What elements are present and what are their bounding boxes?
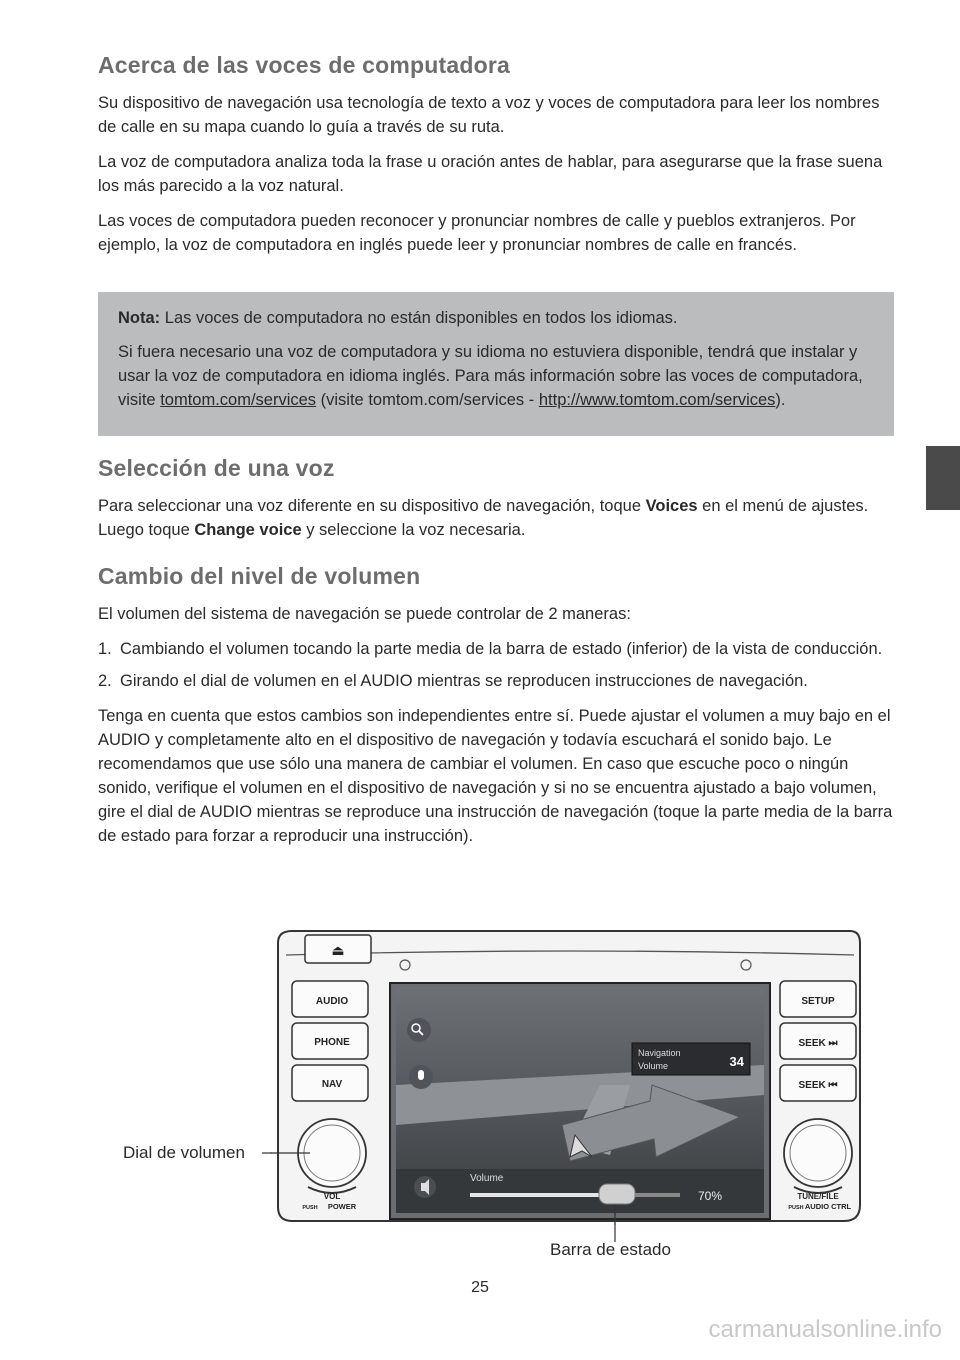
voz-text-c: y seleccione la voz necesaria. <box>301 521 526 539</box>
paragraph-volumen-body: Tenga en cuenta que estos cambios son independientes entre sí. Puede ajustar el volumen a muy bajo en el AUDIO y completamente alto en el dispositivo de navegación y todavía escuchará el sonido bajo. Le recomendamos que use sólo una manera de cambiar el volumen. En caso que escuche poco o ningún sonido, verifique el volumen en el dispositivo de navegación y si no se encuentra ajustado a bajo volumen, gire el dial de AUDIO mientras se reproduce una instrucción de navegación (toque la parte media de la barra de estado para forzar a reproducir una instrucción). <box>98 707 893 845</box>
list-item: 2. Girando el dial de volumen en el AUDIO mientras se reproducen instrucciones de navegación. <box>98 672 808 690</box>
section-title-voces: Acerca de las voces de computadora <box>98 52 511 78</box>
push-label-left: PUSH <box>302 1205 318 1211</box>
note-line-1 <box>118 306 872 330</box>
dial-callout-label: Dial de volumen <box>123 1143 245 1162</box>
head-unit-illustration <box>270 925 870 1225</box>
note-line-2 <box>118 340 872 412</box>
tune-file-label: TUNE/FILE <box>797 1192 839 1201</box>
volume-percent: 70% <box>697 1189 723 1203</box>
note-text-2b: (visite tomtom.com/services - <box>316 391 539 409</box>
nav-volume-value: 34 <box>729 1054 744 1069</box>
audio-ctrl-label: AUDIO CTRL <box>804 1202 852 1211</box>
eject-icon: ⏏ <box>331 942 345 958</box>
status-bar-callout-label: Barra de estado <box>550 1240 671 1259</box>
audio-label: AUDIO <box>315 996 349 1007</box>
vol-label: VOL <box>323 1192 341 1201</box>
paragraph-1: Su dispositivo de navegación usa tecnología de texto a voz y voces de computadora para leer los nombres de calle en su mapa cuando lo guía a través de su ruta. <box>98 94 880 136</box>
change-voice-term: Change voice <box>194 521 302 539</box>
navigation-volume-popup <box>632 1043 750 1075</box>
nav-volume-line2: Volume <box>638 1061 669 1071</box>
volume-slider-thumb[interactable] <box>599 1184 635 1204</box>
nav-volume-line1: Navigation <box>638 1048 681 1058</box>
volume-methods-list <box>98 637 898 693</box>
page-content <box>98 52 898 268</box>
note-text-2a: Si fuera necesario una voz de computadora y su idioma no estuviera disponible, tendrá que instalar y usar la voz de computadora en idioma inglés. Para más información sobre las voces de computadora, visite <box>118 343 863 409</box>
setup-label: SETUP <box>801 996 835 1007</box>
tomtom-services-link[interactable]: tomtom.com/services <box>160 391 317 409</box>
phone-button[interactable] <box>292 1023 368 1059</box>
paragraph-voz <box>98 494 898 542</box>
paragraph-volumen-intro: El volumen del sistema de navegación se puede controlar de 2 maneras: <box>98 605 631 623</box>
section-title-voz: Selección de una voz <box>98 455 335 481</box>
paragraph-3: Las voces de computadora pueden reconocer y pronunciar nombres de calle y pueblos extranjeros. Por ejemplo, la voz de computadora en inglés puede leer y pronunciar nombres de calle en francés. <box>98 212 856 254</box>
status-bar[interactable] <box>396 1169 764 1213</box>
section-title-volumen: Cambio del nivel de volumen <box>98 563 421 589</box>
seek-next-button[interactable] <box>780 1023 856 1059</box>
seek-next-label: SEEK ⏭ <box>798 1038 838 1049</box>
push-label-right: PUSH <box>788 1205 804 1211</box>
seek-prev-button[interactable] <box>780 1065 856 1101</box>
note-box <box>98 292 894 436</box>
note-text-1: Las voces de computadora no están disponibles en todos los idiomas. <box>164 309 678 327</box>
chapter-tab <box>926 446 960 510</box>
seek-prev-label: SEEK ⏮ <box>798 1080 838 1091</box>
nav-label: NAV <box>321 1079 343 1090</box>
section-volumen <box>98 563 898 859</box>
audio-button[interactable] <box>292 981 368 1017</box>
watermark: carmanualsonline.info <box>708 1316 942 1343</box>
eject-button[interactable] <box>305 935 371 963</box>
voices-term: Voices <box>645 497 698 515</box>
voz-text-b: en el menú de ajustes. Luego toque <box>98 497 869 539</box>
paragraph-2: La voz de computadora analiza toda la frase u oración antes de hablar, para asegurarse que la frase suena los más parecido a la voz natural. <box>98 153 883 195</box>
nav-button[interactable] <box>292 1065 368 1101</box>
status-callout-connector <box>613 1212 617 1242</box>
navigation-screen[interactable] <box>390 983 770 1219</box>
note-text-2c: ). <box>775 391 786 409</box>
volume-slider-fill <box>470 1193 617 1197</box>
note-label: Nota: <box>118 309 161 327</box>
dial-callout-connector <box>262 1151 272 1155</box>
volume-label: Volume <box>470 1173 504 1184</box>
phone-label: PHONE <box>314 1037 350 1048</box>
section-voz <box>98 455 898 553</box>
page-number: 25 <box>471 1279 489 1296</box>
power-label: POWER <box>327 1202 357 1211</box>
voz-text-a: Para seleccionar una voz diferente en su dispositivo de navegación, toque <box>98 497 646 515</box>
list-item: 1. Cambiando el volumen tocando la parte media de la barra de estado (inferior) de la vista de conducción. <box>98 640 883 658</box>
tomtom-url-link[interactable]: http://www.tomtom.com/services <box>538 391 776 409</box>
setup-button[interactable] <box>780 981 856 1017</box>
